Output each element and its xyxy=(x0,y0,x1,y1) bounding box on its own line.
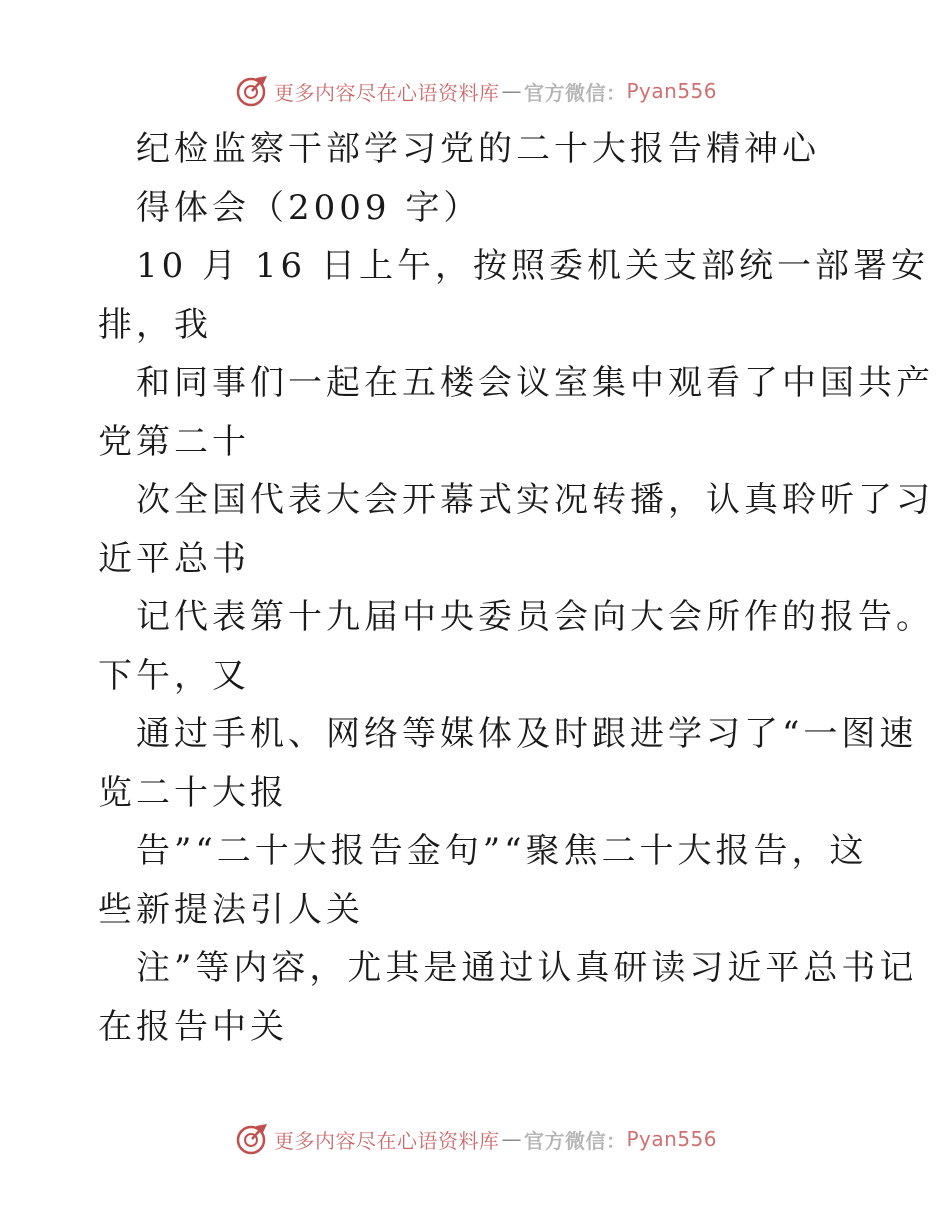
text-line: 纪检监察干部学习党的二十大报告精神心 xyxy=(136,129,820,169)
text-line: 党第二十 xyxy=(98,421,250,462)
header-watermark xyxy=(236,74,717,108)
logo-icon xyxy=(236,1122,270,1156)
text-line: 些新提法引人关 xyxy=(98,889,364,930)
watermark-wechat-label: 官方微信： xyxy=(524,80,627,105)
watermark-separator: — xyxy=(501,1127,522,1151)
logo-icon xyxy=(236,74,270,108)
text-line: 下午，又 xyxy=(98,655,250,696)
text-line: 得体会（2009 字） xyxy=(136,187,482,228)
watermark-separator: — xyxy=(501,79,522,103)
watermark-wechat-id: Pyan556 xyxy=(626,1127,718,1151)
text-line: 排，我 xyxy=(98,304,212,345)
watermark-brand: 更多内容尽在心语资料库 xyxy=(274,80,500,105)
text-line: 近平总书 xyxy=(98,538,250,579)
text-line: 和同事们一起在五楼会议室集中观看了中国共产 xyxy=(136,363,934,403)
watermark-wechat-label: 官方微信： xyxy=(524,1128,627,1153)
watermark-brand: 更多内容尽在心语资料库 xyxy=(274,1128,500,1153)
text-line: 记代表第十九届中央委员会向大会所作的报告。 xyxy=(136,597,934,637)
text-line: 在报告中关 xyxy=(98,1006,288,1047)
text-line: 告”“二十大报告金句”“聚焦二十大报告，这 xyxy=(136,831,868,871)
text-line: 次全国代表大会开幕式实况转播，认真聆听了习 xyxy=(136,480,934,520)
text-line: 通过手机、网络等媒体及时跟进学习了“一图速 xyxy=(136,714,918,754)
text-line: 览二十大报 xyxy=(98,772,288,813)
document-body xyxy=(98,120,934,1056)
footer-watermark xyxy=(236,1122,717,1156)
text-line: 10 月 16 日上午，按照委机关支部统一部署安 xyxy=(136,246,929,286)
watermark-wechat-id: Pyan556 xyxy=(626,79,718,103)
text-line: 注”等内容，尤其是通过认真研读习近平总书记 xyxy=(136,948,918,988)
